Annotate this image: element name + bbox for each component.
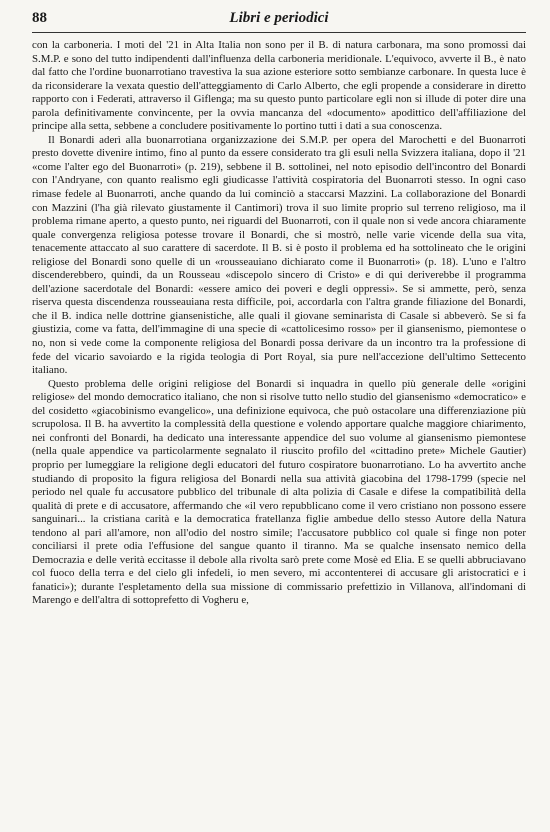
paragraph-2: Il Bonardi aderì alla buonarrotiana organizzazione dei S.M.P. per opera del Marochetti e del Buonarroti presto dovette divenire intimo, fino al punto da essere considerato tra gli esuli nella Svizzera italiana, dopo il '21 «come l'alter ego del Buonarroti» (p. 219), sebbene il B. sottolinei, nel noto episodio dell'incontro del Bonardi con l'Andryane, con quanto realismo egli giudicasse l'attività cospiratoria del Buonarroti stesso. In ogni caso rimase fedele al Buonarroti, anche quando da lui cominciò a staccarsi Mazzini. La collaborazione del Bonardi con Mazzini (l'ha già rilevato giustamente il Cantimori) trova il suo limite proprio sul terreno religioso, ma il problema rimane aperto, a questo punto, nei riguardi del Buonarroti, con il quale non si vede ancora chiaramente quale convergenza religiosa potesse trovare il Bonardi, che si mostrò, nelle varie vicende della sua vita, tenacemente attaccato al suo carattere di sacerdote. Il B. si è posto il problema ed ha sottolineato che le origini religiose del Bonardi sono quelle di un «rousseauiano dichiarato come il Buonarroti» (p. 18). L'uno e l'altro discenderebbero, quindi, da un Rousseau «discepolo sincero di Cristo» e di qui deriverebbe il programma dell'azione sacerdotale del Bonardi: «essere amico dei poveri e degli oppressi». Se si ammette, però, senza riserva questa discendenza rousseauiana resta difficile, poi, accordarla con l'altra grande filiazione del Bonardi, che il B. indica nelle dottrine giansenistiche, alle quali il giovane seminarista di Casale si abbeverò. Se si fa giustizia, come va fatta, dell'immagine di una specie di «cattolicesimo rosso» per il giansenismo, piemontese o no, non si vede come la componente religiosa del Bonardi possa derivare da un incontro tra la professione di fede del vicario savoiardo e la rigida teologia di Port Royal, sia pure nell'accezione dell'ultimo Settecento italiano. bbox=[32, 133, 526, 377]
body-text bbox=[32, 39, 526, 608]
header-rule bbox=[32, 32, 526, 33]
paragraph-1: con la carboneria. I moti del '21 in Alta Italia non sono per il B. di natura carbonara, ma sono promossi dai S.M.P. e sono del tutto indipendenti dall'influenza della carboneria meridionale. L'equivoco, avverte il B., è nato dal fatto che l'ordine buonarrotiano travestiva la sua azione esteriore sotto sembianze carbonare. In questa luce è da riconsiderare la vexata questio dell'atteggiamento di Carlo Alberto, che egli propende a considerare in diretto rapporto con i Federati, attraverso il Giflenga; ma su questo punto particolare egli non si illude di poter dire una parola definitivamente convincente, per la ovvia mancanza del «documento» apodittico dell'affiliazione del principe alla setta, sebbene a concludere positivamente lo portino tutti i dati a sua conoscenza. bbox=[32, 39, 526, 133]
page-header bbox=[32, 6, 526, 32]
page-number: 88 bbox=[32, 10, 47, 26]
paragraph-3: Questo problema delle origini religiose del Bonardi si inquadra in quello più generale delle «origini religiose» del mondo democratico italiano, che non si risolve tutto nello studio del giansenismo «democratico» e del cosidetto «giacobinismo evangelico», una definizione equivoca, che può ostacolare una differenziazione più scrupolosa. Il B. ha avvertito la complessità della questione e volendo apportare qualche maggiore chiarimento, nei confronti del Bonardi, ha dedicato una interessante appendice del suo volume al giansenismo piemontese (nella quale appendice va particolarmente segnalato il riuscito profilo del «cittadino prete» Michele Gautier) proprio per lumeggiare la religione degli educatori del futuro cospiratore buonarrotiano. Lo ha avvertito anche studiando di proposito la figura religiosa del Bonardi nella sua attività giacobina del 1798-1799 (specie nel periodo nel quale fu accusatore pubblico del tribunale di alta polizia di Casale e difese la compatibilità della qualità di prete e di accusatore, affermando che «il vero repubblicano come il vero cristiano non possono essere sanguinari... la cristiana carità e la democratica fratellanza figlie ambedue dello stesso Autore della Natura tendono al pari all'amore, non all'odio del nostro simile; l'accusatore pubblico col quale si finge non poter conciliarsi il prete odia l'effusione del sangue quanto il tiranno. Ma se qualche insensato nemico della Democrazia e delle verità eccitasse il debole alla rivolta sarò prete come Mosè ed Elia. E se quelli abbruciavano col fuoco della terra e del cielo gli infedeli, io men severo, mi accontenterei di accusare gli aristocratici e i fanatici»); durante l'espletamento della sua missione di commissario prefettizio in Villanova, all'indomani di Marengo e dell'altra di sottoprefetto di Vogheru e, bbox=[32, 377, 526, 607]
running-title: Libri e periodici bbox=[229, 10, 329, 26]
